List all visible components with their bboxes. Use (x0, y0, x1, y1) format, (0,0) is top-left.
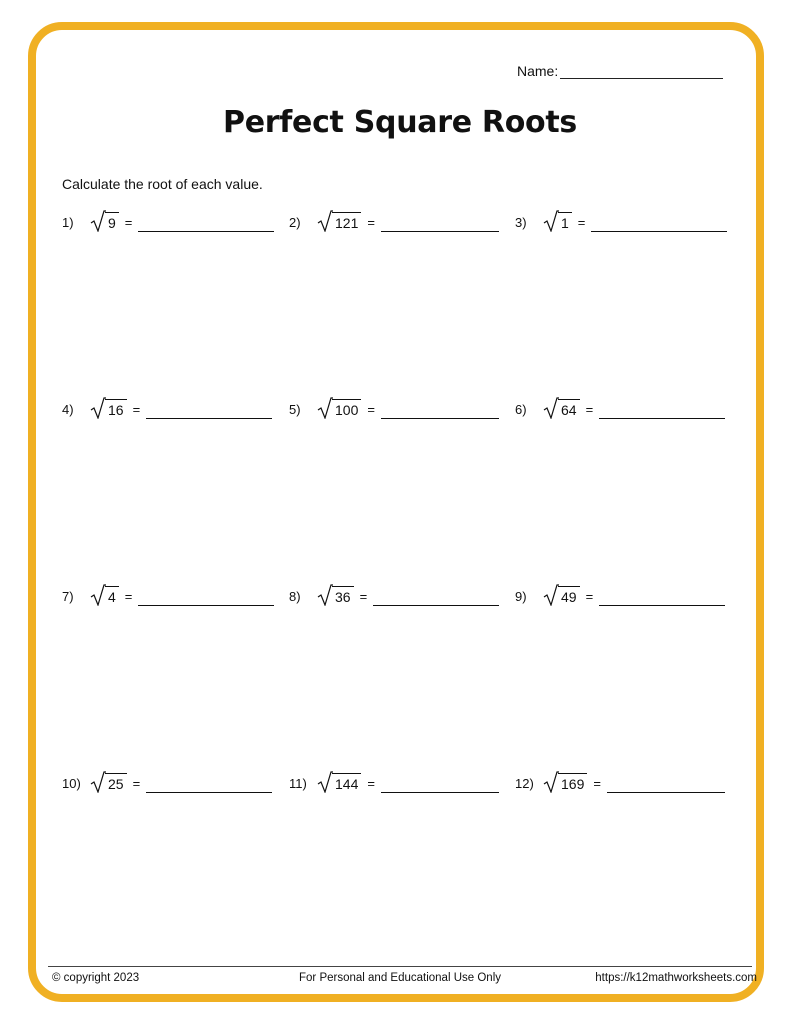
square-root (543, 771, 587, 793)
radical-sign-icon (90, 397, 106, 419)
problem-number: 8) (289, 589, 301, 604)
answer-line[interactable] (146, 398, 272, 419)
problem-number: 1) (62, 215, 74, 230)
equals-sign: = (367, 402, 375, 417)
problem-10 (62, 767, 272, 793)
problem-number: 5) (289, 402, 301, 417)
radical-sign-icon (90, 584, 106, 606)
equals-sign: = (367, 776, 375, 791)
radical-sign-icon (543, 771, 559, 793)
problem-9 (515, 580, 725, 606)
equals-sign: = (577, 215, 586, 230)
name-blank-line[interactable] (560, 64, 723, 79)
radical-sign-icon (543, 210, 559, 232)
square-root (317, 771, 361, 793)
radicand: 64 (558, 399, 580, 419)
radicand: 4 (105, 586, 119, 606)
problem-1 (62, 206, 274, 232)
problem-2 (289, 206, 499, 232)
square-root (543, 584, 580, 606)
radical-sign-icon (90, 771, 106, 793)
problem-4 (62, 393, 272, 419)
radicand: 16 (105, 399, 127, 419)
radicand: 1 (558, 212, 572, 232)
equals-sign: = (585, 589, 594, 604)
radicand: 121 (332, 212, 361, 232)
equals-sign: = (132, 776, 141, 791)
radical-sign-icon (317, 771, 333, 793)
problem-8 (289, 580, 499, 606)
radical-sign-icon (543, 397, 559, 419)
answer-line[interactable] (381, 211, 499, 232)
problem-11 (289, 767, 499, 793)
equals-sign: = (593, 776, 601, 791)
square-root (317, 584, 354, 606)
radicand: 36 (332, 586, 354, 606)
worksheet-title: Perfect Square Roots (223, 105, 577, 140)
square-root (90, 584, 119, 606)
instructions: Calculate the root of each value. (62, 176, 263, 192)
answer-line[interactable] (138, 585, 274, 606)
problem-6 (515, 393, 725, 419)
square-root (317, 210, 361, 232)
answer-line[interactable] (591, 211, 727, 232)
equals-sign: = (585, 402, 594, 417)
radical-sign-icon (90, 210, 106, 232)
equals-sign: = (132, 402, 141, 417)
answer-line[interactable] (373, 585, 499, 606)
answer-line[interactable] (381, 398, 499, 419)
equals-sign: = (367, 215, 375, 230)
answer-line[interactable] (607, 772, 725, 793)
name-label: Name: (517, 63, 559, 79)
radicand: 100 (332, 399, 361, 419)
problem-3 (515, 206, 727, 232)
answer-line[interactable] (381, 772, 499, 793)
worksheet-border (28, 22, 764, 1002)
square-root (543, 397, 580, 419)
problem-number: 6) (515, 402, 527, 417)
square-root (90, 397, 127, 419)
problem-number: 12) (515, 776, 534, 791)
equals-sign: = (359, 589, 368, 604)
problem-number: 3) (515, 215, 527, 230)
square-root (90, 210, 119, 232)
answer-line[interactable] (146, 772, 272, 793)
radicand: 144 (332, 773, 361, 793)
problem-number: 10) (62, 776, 81, 791)
radical-sign-icon (317, 397, 333, 419)
radicand: 49 (558, 586, 580, 606)
equals-sign: = (124, 589, 133, 604)
problem-number: 11) (289, 776, 307, 791)
radicand: 25 (105, 773, 127, 793)
website-link[interactable]: https://k12mathworksheets.com (595, 972, 757, 984)
radical-sign-icon (317, 210, 333, 232)
square-root (317, 397, 361, 419)
problem-12 (515, 767, 725, 793)
problem-number: 7) (62, 589, 74, 604)
answer-line[interactable] (138, 211, 274, 232)
square-root (543, 210, 572, 232)
problem-7 (62, 580, 274, 606)
problem-number: 4) (62, 402, 74, 417)
name-field (517, 63, 723, 79)
radicand: 169 (558, 773, 587, 793)
radical-sign-icon (317, 584, 333, 606)
square-root (90, 771, 127, 793)
copyright-text: © copyright 2023 (52, 972, 140, 984)
radicand: 9 (105, 212, 119, 232)
equals-sign: = (124, 215, 133, 230)
answer-line[interactable] (599, 398, 725, 419)
footer-divider (48, 966, 752, 967)
problem-number: 2) (289, 215, 301, 230)
usage-notice: For Personal and Educational Use Only (299, 972, 501, 984)
problem-5 (289, 393, 499, 419)
problem-number: 9) (515, 589, 527, 604)
radical-sign-icon (543, 584, 559, 606)
answer-line[interactable] (599, 585, 725, 606)
